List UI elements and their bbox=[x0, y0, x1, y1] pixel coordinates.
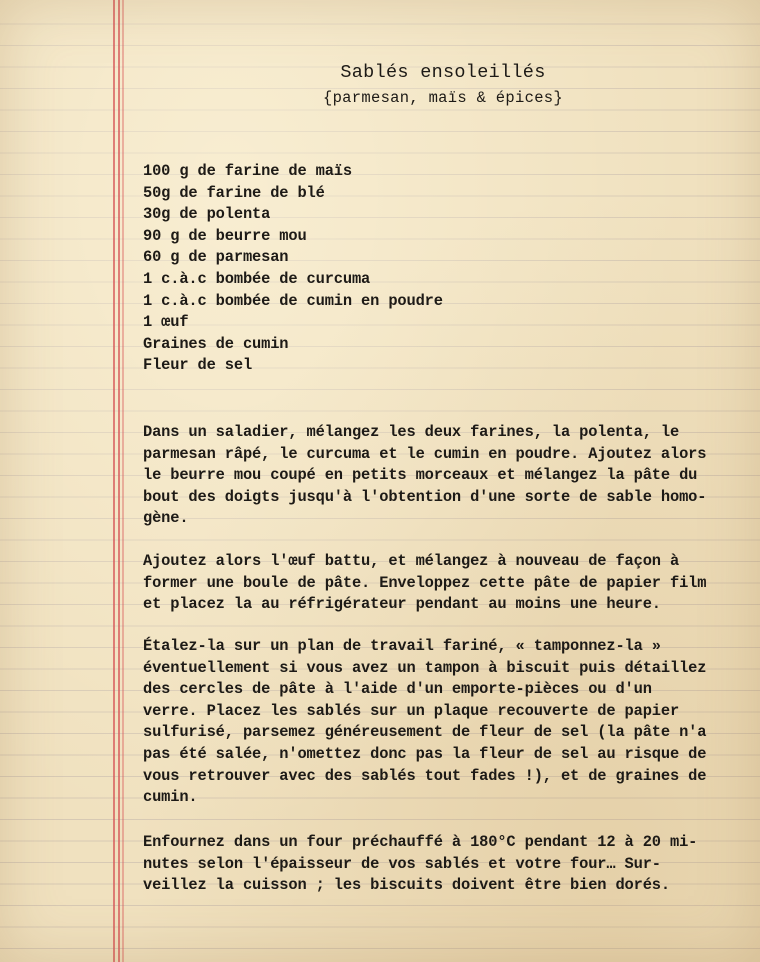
ingredient-item: 1 œuf bbox=[143, 313, 189, 332]
text-line: gène. bbox=[143, 509, 189, 528]
text-line: des cercles de pâte à l'aide d'un emporte-pièces ou d'un bbox=[143, 680, 652, 699]
text-line: Ajoutez alors l'œuf battu, et mélangez à nouveau de façon à bbox=[143, 552, 680, 570]
ingredient-list bbox=[143, 161, 743, 377]
margin-line bbox=[113, 0, 115, 962]
text-line: veillez la cuisson ; les biscuits doivent être bien dorés. bbox=[143, 876, 670, 895]
text-line: pas été salée, n'omettez donc pas la fleur de sel au risque de bbox=[143, 744, 707, 763]
ingredient-item: 60 g de parmesan bbox=[143, 248, 289, 267]
ingredient-item: 100 g de farine de maïs bbox=[143, 162, 352, 180]
text-line: vous retrouver avec des sablés tout fades !), et de graines de bbox=[143, 766, 707, 785]
ingredient-item: 50g de farine de blé bbox=[143, 183, 325, 202]
recipe-title: Sablés ensoleillés bbox=[340, 62, 546, 83]
instruction-paragraph bbox=[143, 832, 743, 897]
margin-line bbox=[122, 0, 124, 962]
text-line: nutes selon l'épaisseur de vos sablés et votre four… Sur- bbox=[143, 854, 661, 873]
instruction-paragraph bbox=[143, 636, 743, 809]
text-line: verre. Placez les sablés sur un plaque recouverte de papier bbox=[143, 701, 680, 720]
ingredient-item: 30g de polenta bbox=[143, 205, 271, 224]
instruction-paragraph bbox=[143, 422, 743, 530]
ingredient-item: Fleur de sel bbox=[143, 356, 253, 375]
text-line: Étalez-la sur un plan de travail fariné, « tamponnez-la » bbox=[143, 637, 661, 655]
text-line: cumin. bbox=[143, 788, 198, 807]
ingredient-item: Graines de cumin bbox=[143, 334, 289, 353]
instruction-paragraph bbox=[143, 551, 743, 616]
text-line: bout des doigts jusqu'à l'obtention d'une sorte de sable homo- bbox=[143, 487, 707, 506]
ingredient-item: 90 g de beurre mou bbox=[143, 226, 307, 245]
recipe-subtitle: {parmesan, maïs & épices} bbox=[322, 89, 564, 107]
text-line: et placez la au réfrigérateur pendant au moins une heure. bbox=[143, 595, 661, 614]
text-line: Dans un saladier, mélangez les deux farines, la polenta, le bbox=[143, 423, 680, 441]
ingredient-item: 1 c.à.c bombée de cumin en poudre bbox=[143, 291, 443, 310]
text-line: parmesan râpé, le curcuma et le cumin en poudre. Ajoutez alors bbox=[143, 444, 707, 463]
text-line: sulfurisé, parsemez généreusement de fleur de sel (la pâte n'a bbox=[143, 723, 707, 742]
ingredient-item: 1 c.à.c bombée de curcuma bbox=[143, 269, 371, 288]
text-line: éventuellement si vous avez un tampon à biscuit puis détaillez bbox=[143, 658, 707, 677]
margin-line bbox=[118, 0, 120, 962]
text-line: le beurre mou coupé en petits morceaux et mélangez la pâte du bbox=[143, 466, 698, 485]
text-line: former une boule de pâte. Enveloppez cette pâte de papier film bbox=[143, 573, 707, 592]
text-line: Enfournez dans un four préchauffé à 180°C pendant 12 à 20 mi- bbox=[143, 833, 698, 851]
